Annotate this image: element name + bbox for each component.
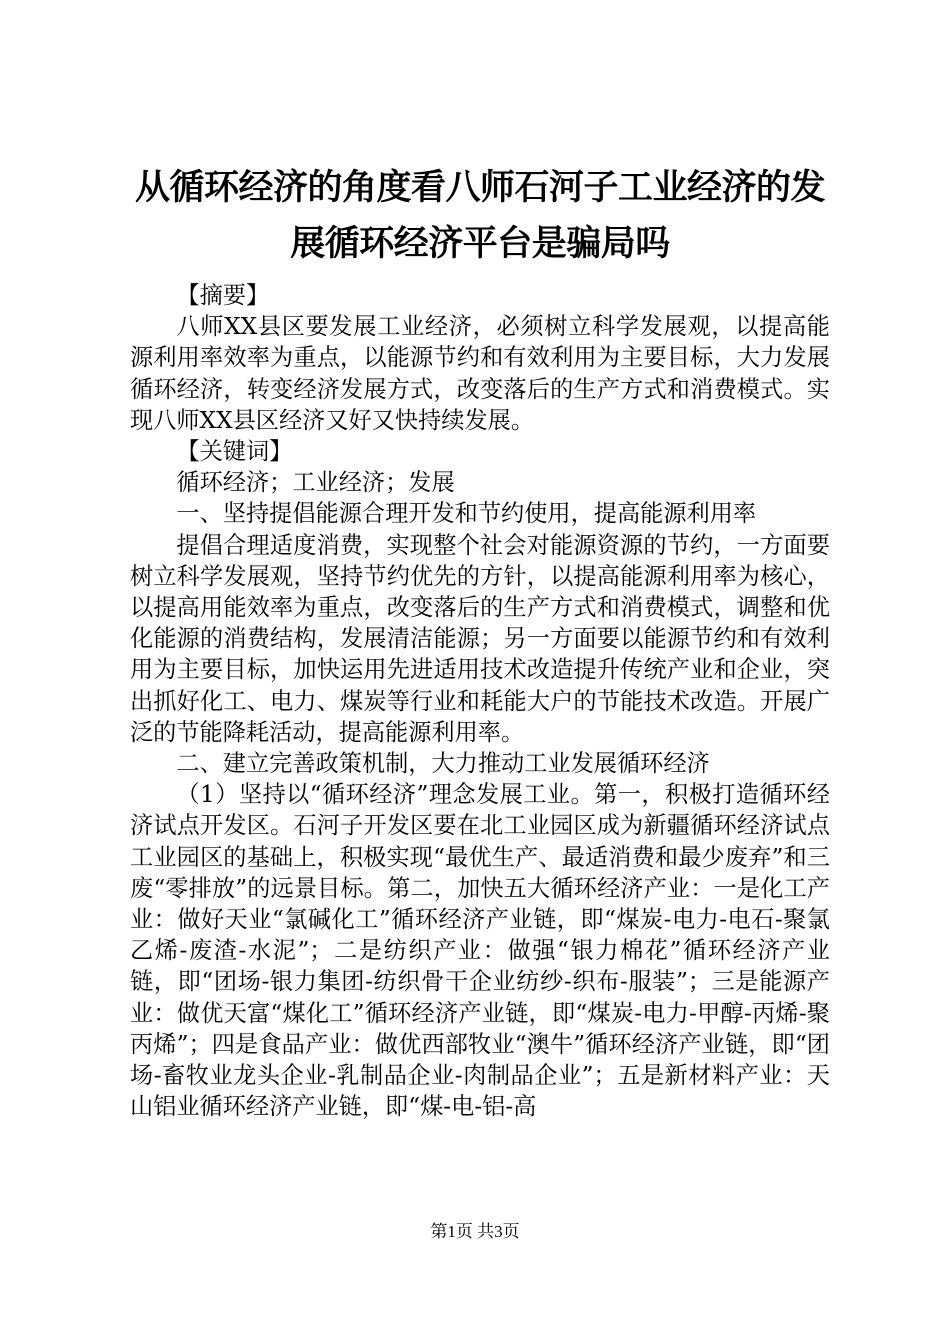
page-number-footer: 第1页 共3页 <box>430 1222 520 1241</box>
keywords-heading: 【关键词】 <box>176 438 293 466</box>
section-2-paragraph: （1）坚持以“循环经济”理念发展工业。第一，积极打造循环经济试点开发区。石河子开发区要在北工业园区成为新疆循环经济试点工业园区的基础上，积极实现“最优生产、最适消费和最少废弃”和三废“零排放”的远景目标。第二，加快五大循环经济产业：一是化工产业：做好天业“氯碱化工”循环经济产业链，即“煤炭-电力-电石-聚氯乙烯-废渣-水泥”；二是纺织产业：做强“银力棉花”循环经济产业链，即“团场-银力集团-纺织骨干企业纺纱-织布-服装”；三是能源产业：做优天富“煤化工”循环经济产业链，即“煤炭-电力-甲醇-丙烯-聚丙烯”；四是食品产业：做优西部牧业“澳牛”循环经济产业链，即“团场-畜牧业龙头企业-乳制品企业-肉制品企业”；五是新材料产业：天山铝业循环经济产业链，即“煤-电-铝-高 <box>130 781 830 1121</box>
document-page <box>130 160 830 1122</box>
document-body <box>130 280 830 1122</box>
abstract-paragraph: 八师XX县区要发展工业经济，必须树立科学发展观，以提高能源利用率效率为重点，以能源节约和有效利用为主要目标，大力发展循环经济，转变经济发展方式，改变落后的生产方式和消费模式。实现八师XX县区经济又好又快持续发展。 <box>130 313 830 434</box>
section-heading-2: 二、建立完善政策机制，大力推动工业发展循环经济 <box>176 750 710 778</box>
keywords-paragraph: 循环经济；工业经济；发展 <box>176 469 455 497</box>
section-1-paragraph: 提倡合理适度消费，实现整个社会对能源资源的节约，一方面要树立科学发展观，坚持节约优先的方针，以提高能源利用率为核心，以提高用能效率为重点，改变落后的生产方式和消费模式，调整和优化能源的消费结构，发展清洁能源；另一方面要以能源节约和有效利用为主要目标，加快运用先进适用技术改造提升传统产业和企业，突出抓好化工、电力、煤炭等行业和耗能大户的节能技术改造。开展广泛的节能降耗活动，提高能源利用率。 <box>130 531 830 746</box>
abstract-heading: 【摘要】 <box>176 282 270 309</box>
document-title: 从循环经济的角度看八师石河子工业经济的发展循环经济平台是骗局吗 <box>134 168 825 264</box>
section-heading-1: 一、坚持提倡能源合理开发和节约使用，提高能源利用率 <box>176 500 757 528</box>
